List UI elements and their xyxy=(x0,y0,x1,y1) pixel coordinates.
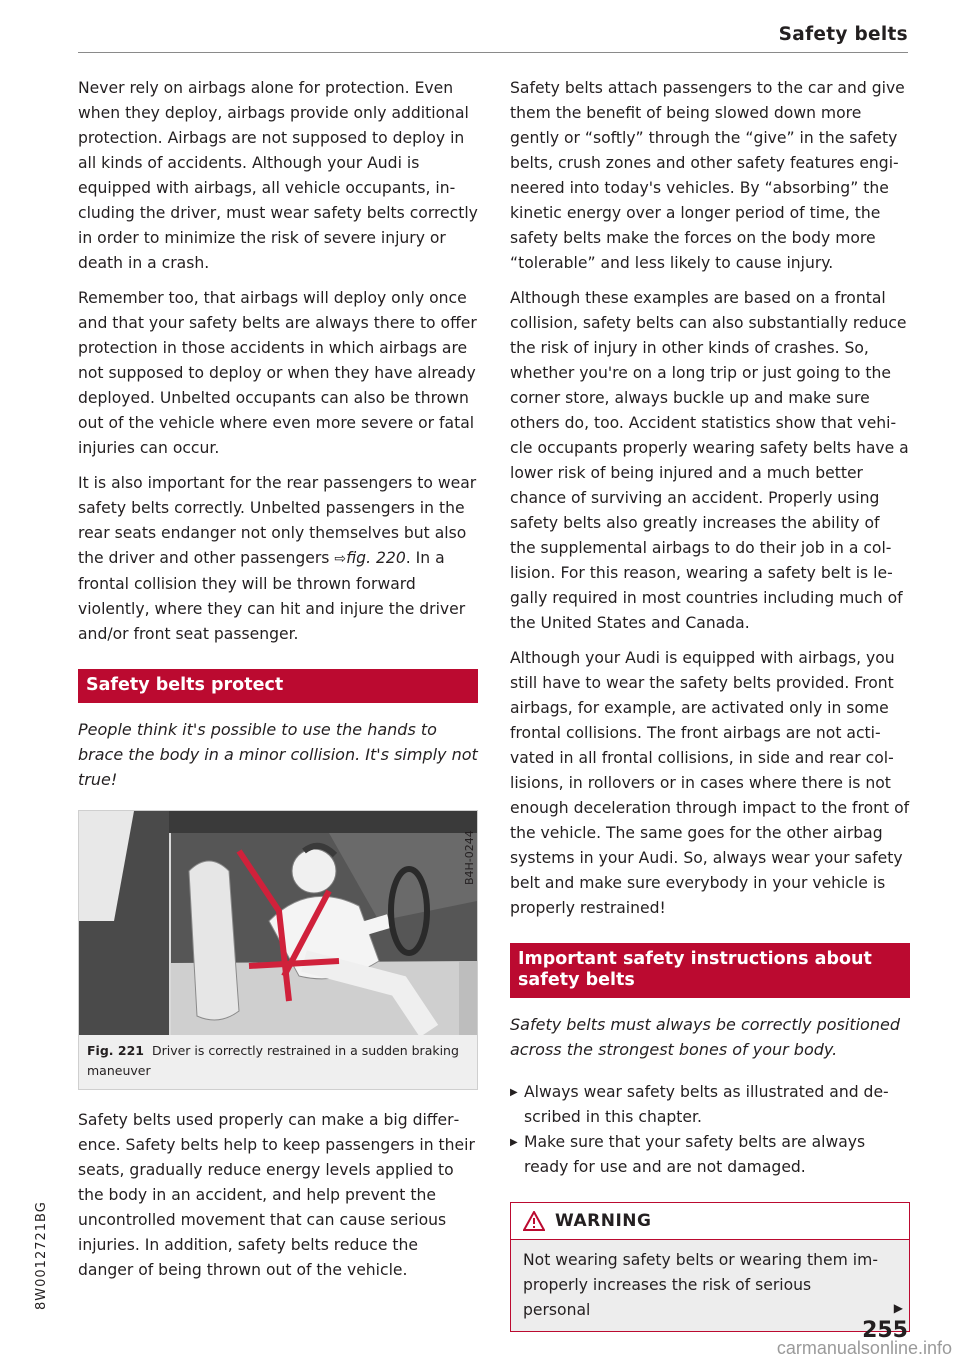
list-item-text: Always wear safety belts as illustrated and described in this chapter. xyxy=(524,1083,889,1126)
paragraph: Remember too, that airbags will deploy only once and that your safety belts are always there to offer protection in those accidents in which airbags are not supposed to deploy or when they have already deployed. Unbelted occupants can also be thrown out of the vehicle where even more severe or fatal injuries can occur. xyxy=(78,289,477,457)
figure-221 xyxy=(78,810,478,1090)
list-item-text: Make sure that your safety belts are always ready for use and are not damaged. xyxy=(524,1133,866,1176)
section-intro: Safety belts must always be correctly positioned across the strongest bones of your body. xyxy=(510,1015,900,1059)
section-heading: Safety belts protect xyxy=(78,669,478,703)
warning-label: WARNING xyxy=(555,1211,652,1231)
watermark: carmanualsonline.info xyxy=(776,1338,952,1358)
figure-number: Fig. 221 xyxy=(87,1043,144,1058)
list-item xyxy=(510,1130,910,1180)
paragraph: Safety belts used properly can make a big difference. Safety belts help to keep passengers in their seats, gradually reduce energy levels applied to the body in an accident, and help prevent the uncontrolled movement that can cause serious injuries. In addition, safety belts reduce the danger of being thrown out of the vehicle. xyxy=(78,1111,475,1279)
document-code: 8W0012721BG xyxy=(34,1201,49,1310)
warning-triangle-icon xyxy=(523,1211,545,1231)
paragraph: Although these examples are based on a frontal collision, safety belts can also substantially reduce the risk of injury in other kinds of crashes. So, whether you're on a long trip or just going to the corner store, always buckle up and make sure others do, too. Accident statistics show that vehicle occupants properly wearing safety belts have a lower risk of being injured and a much better chance of surviving an accident. Properly using safety belts also greatly increases the ability of the supplemental airbags to do their job in a collision. For this reason, wearing a safety belt is legally required in most countries including much of the United States and Canada. xyxy=(510,289,909,632)
paragraph-text: . In a frontal collision they will be thrown forward violently, where they can hit and injure the driver and/or front seat passenger. xyxy=(78,549,466,643)
warning-text: Not wearing safety belts or wearing them improperly increases the risk of serious personal xyxy=(523,1251,878,1319)
driver-restrained-illustration xyxy=(79,811,477,1035)
warning-body xyxy=(511,1240,909,1331)
page-number: 255 xyxy=(862,1318,908,1343)
right-column xyxy=(510,76,910,1332)
paragraph-text: It is also important for the rear passengers to wear safety belts correctly. Unbelted passengers in the rear seats endanger not only themselves but also the driver and other passengers xyxy=(78,474,477,567)
reference-arrow-icon: ⇨ xyxy=(334,551,347,567)
bullet-arrow-icon: ▶ xyxy=(510,1137,518,1148)
bullet-arrow-icon: ▶ xyxy=(510,1087,518,1098)
warning-header xyxy=(511,1203,909,1240)
paragraph: Safety belts attach passengers to the car and give them the benefit of being slowed down more gently or “softly” through the “give” in the safety belts, crush zones and other safety features engineered into today's vehicles. By “absorbing” the kinetic energy over a longer period of time, the safety belts make the forces on the body more “tolerable” and less likely to cause injury. xyxy=(510,79,905,272)
section-heading: Important safety instructions about safety belts xyxy=(510,943,910,998)
figure-code: B4H-0244 xyxy=(463,830,476,885)
figure-reference-link[interactable]: fig. 220 xyxy=(346,549,406,567)
continue-arrow-icon: ▶ xyxy=(893,1301,903,1315)
warning-box xyxy=(510,1202,910,1332)
section-intro: People think it's possible to use the hands to brace the body in a minor collision. It's simply not true! xyxy=(78,720,478,789)
bullet-list xyxy=(510,1080,910,1180)
figure-caption xyxy=(79,1035,477,1089)
figure-caption-text: Driver is correctly restrained in a sudden braking maneuver xyxy=(87,1043,459,1078)
paragraph: Never rely on airbags alone for protection. Even when they deploy, airbags provide only additional protection. Airbags are not supposed to deploy in all kinds of accidents. Although your Audi is equipped with airbags, all vehicle occupants, including the driver, must wear safety belts correctly in order to minimize the risk of severe injury or death in a crash. xyxy=(78,79,478,272)
running-header: Safety belts xyxy=(778,24,908,45)
left-column xyxy=(78,76,478,1293)
paragraph xyxy=(78,471,478,647)
paragraph: Although your Audi is equipped with airbags, you still have to wear the safety belts provided. Front airbags, for example, are activated only in some frontal collisions. The front airbags are not activated in all frontal collisions, in side and rear collisions, in rollovers or in cases where there is not enough deceleration through impact to the front of the vehicle. The same goes for the other airbag systems in your Audi. So, always wear your safety belt and make sure everybody in your vehicle is properly restrained! xyxy=(510,649,910,917)
header-divider xyxy=(78,52,908,53)
list-item xyxy=(510,1080,910,1130)
